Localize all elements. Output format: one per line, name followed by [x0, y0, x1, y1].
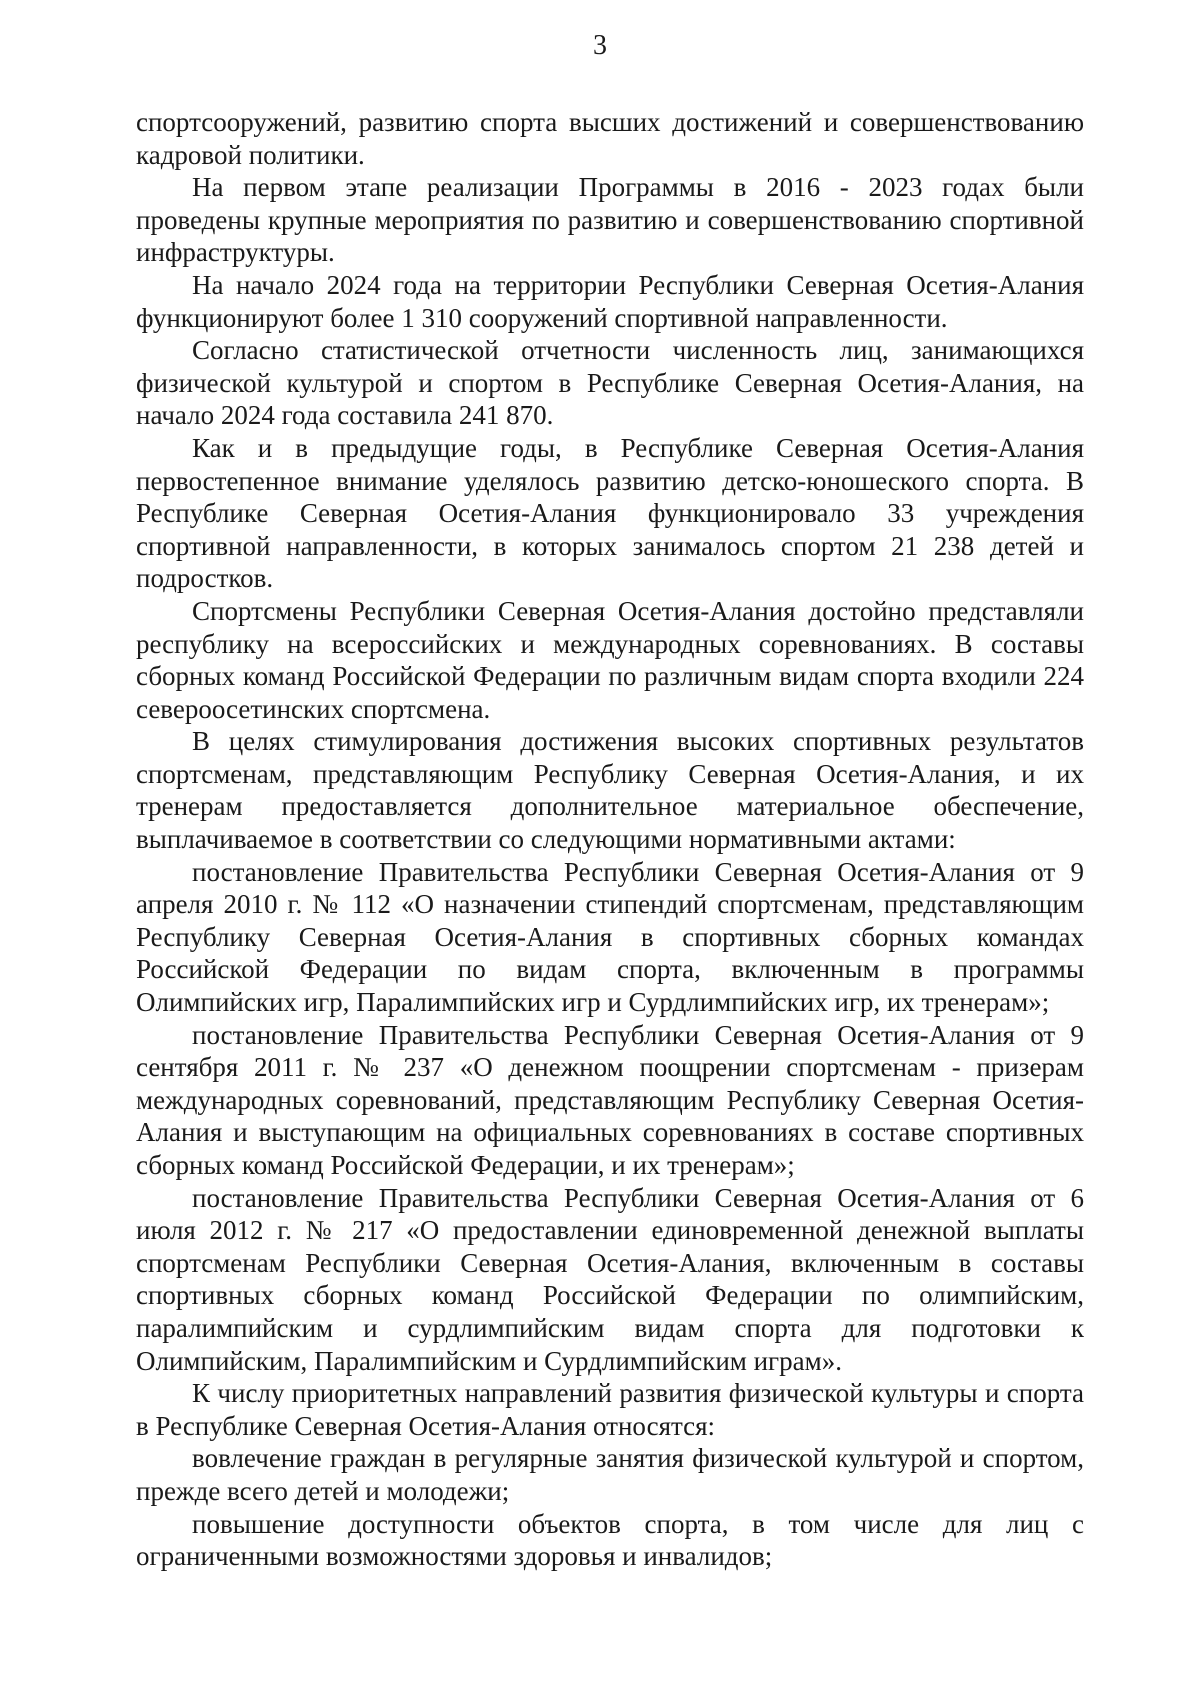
paragraph: постановление Правительства Республики Северная Осетия-Алания от 6 июля 2012 г. № 217 «О предоставлении единовременной денежной выплаты спортсменам Республики Северная Осетия-Алания, включенным в составы спортивных сборных команд Российской Федерации по олимпийским, паралимпийским и сурдлимпийским видам спорта для подготовки к Олимпийским, Паралимпийским и Сурдлимпийским играм». [136, 1182, 1084, 1376]
paragraph: К числу приоритетных направлений развития физической культуры и спорта в Республике Северная Осетия-Алания относятся: [136, 1378, 1084, 1441]
paragraph: Спортсмены Республики Северная Осетия-Алания достойно представляли республику на всероссийских и международных соревнованиях. В составы сборных команд Российской Федерации по различным видам спорта входили 224 североосетинских спортсмена. [136, 595, 1084, 724]
paragraph: В целях стимулирования достижения высоких спортивных результатов спортсменам, представляющим Республику Северная Осетия-Алания, и их тренерам предоставляется дополнительное материальное обеспечение, выплачиваемое в соответствии со следующими нормативными актами: [136, 726, 1084, 855]
paragraph: повышение доступности объектов спорта, в том числе для лиц с ограниченными возможностями здоровья и инвалидов; [136, 1508, 1084, 1572]
paragraph: спортсооружений, развитию спорта высших достижений и совершенствованию кадровой политики. [136, 107, 1084, 170]
paragraph: вовлечение граждан в регулярные занятия физической культурой и спортом, прежде всего детей и молодежи; [136, 1443, 1084, 1506]
paragraph: На начало 2024 года на территории Республики Северная Осетия-Алания функционируют более 1 310 сооружений спортивной направленности. [136, 269, 1084, 333]
paragraph: Согласно статистической отчетности численность лиц, занимающихся физической культурой и спортом в Республике Северная Осетия-Алания, на начало 2024 года составила 241 870. [136, 335, 1084, 431]
document-body [136, 106, 1084, 1573]
paragraph: постановление Правительства Республики Северная Осетия-Алания от 9 сентября 2011 г. № 237 «О денежном поощрении спортсменам - призерам международных соревнований, представляющим Республику Северная Осетия-Алания и выступающим на официальных соревнованиях в составе спортивных сборных команд Российской Федерации, и их тренерам»; [136, 1019, 1084, 1180]
paragraph: Как и в предыдущие годы, в Республике Северная Осетия-Алания первостепенное внимание уделялось развитию детско-юношеского спорта. В Республике Северная Осетия-Алания функционировало 33 учреждения спортивной направленности, в которых занималось спортом 21 238 детей и подростков. [136, 432, 1084, 594]
paragraph: На первом этапе реализации Программы в 2016 - 2023 годах были проведены крупные мероприятия по развитию и совершенствованию спортивной инфраструктуры. [136, 172, 1084, 268]
page-number: 3 [593, 30, 607, 61]
paragraph: постановление Правительства Республики Северная Осетия-Алания от 9 апреля 2010 г. № 112 «О назначении стипендий спортсменам, представляющим Республику Северная Осетия-Алания в спортивных сборных командах Российской Федерации по видам спорта, включенным в программы Олимпийских игр, Паралимпийских игр и Сурдлимпийских игр, их тренерам»; [136, 856, 1084, 1018]
